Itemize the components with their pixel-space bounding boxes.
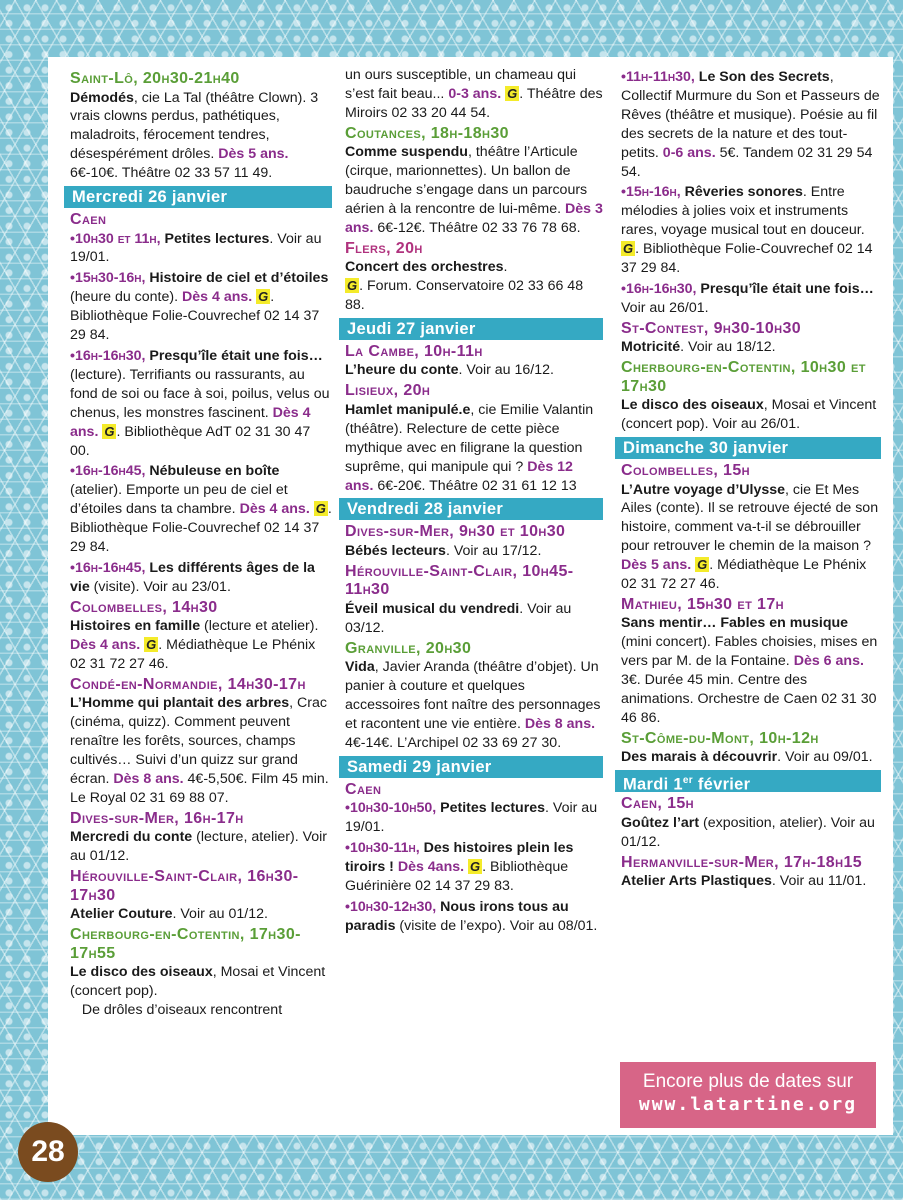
event-entry: Sans mentir… Fables en musique (mini concert). Fables choisies, mises en vers par M. de la Fontaine. Dès 6 ans. 3€. Durée 45 min. Centre des animations. Orchestre de Caen 02 31 30 46 86. — [621, 615, 878, 726]
city-heading: Colombelles, 15h — [621, 462, 750, 479]
city-heading: Dives-sur-Mer, 16h-17h — [70, 809, 244, 827]
free-badge: G — [146, 637, 157, 653]
free-badge: G — [258, 289, 269, 305]
column-3 — [621, 68, 881, 893]
city-heading: Hérouville-Saint-Clair, 10h45-11h30 — [345, 562, 574, 599]
city-heading: Mathieu, 15h30 et 17h — [621, 595, 784, 613]
free-badge: G — [697, 557, 708, 573]
city-heading: Granville, 20h30 — [345, 639, 472, 657]
free-badge: G — [507, 85, 518, 101]
city-heading: St-Contest, 9h30-10h30 — [621, 319, 802, 337]
event-entry: Atelier Arts Plastiques. Voir au 11/01. — [621, 873, 867, 890]
event-entry: Démodés, cie La Tal (théâtre Clown). 3 vrais clowns perdus, pathétiques, maladroits, férocement tendres, désespérément drôles. Dès 5 ans. 6€-10€. Théâtre 02 33 57 11 49. — [70, 89, 319, 182]
day-header-thursday: Jeudi 27 janvier — [339, 318, 603, 340]
event-entry: •16h-16h45, Les différents âges de la vie (visite). Voir au 23/01. — [70, 559, 315, 595]
day-header-friday: Vendredi 28 janvier — [339, 498, 603, 520]
event-entry: L’Autre voyage d’Ulysse, cie Et Mes Ailes (conte). Il se retrouve éjecté de son histoire, comment va-t-il se débrouiller pour retrouver le chemin de la maison ? Dès 5 ans. G . Médiathèque Le Phénix 02 31 72 27 46. — [621, 481, 879, 593]
free-badge: G — [347, 278, 358, 294]
day-header-saturday: Samedi 29 janvier — [339, 756, 603, 778]
event-entry: Vida, Javier Aranda (théâtre d’objet). Un panier à couture et quelques accessoires font naître des personnages et racontent une vie entière. Dès 8 ans. 4€-14€. L’Archipel 02 33 69 27 30. — [345, 659, 601, 751]
column-1 — [70, 68, 332, 1022]
event-entry: •10h30-12h30, Nous irons tous au paradis (visite de l’expo). Voir au 08/01. — [345, 898, 598, 934]
promo-link[interactable]: www.latartine.org — [638, 1094, 858, 1115]
event-entry: Bébés lecteurs. Voir au 17/12. — [345, 542, 542, 559]
day-header-sunday: Dimanche 30 janvier — [615, 437, 881, 459]
event-entry: •10h30 et 11h, Petites lectures. Voir au 19/01. — [70, 230, 322, 266]
event-entry: Comme suspendu, théâtre l’Articule (cirque, marionnettes). Un ballon de baudruche s’engage dans un parcours aérien à la rencontre de lui-même. Dès 3 ans. 6€-12€. Théâtre 02 33 76 78 68. — [345, 144, 603, 236]
event-entry: •11h-11h30, Le Son des Secrets, Collectif Murmure du Son et Passeurs de Rêves (théâtre et musique). Poésie au fil des secrets de la nature et des tout-petits. 0-6 ans. 5€. Tandem 02 31 29 54 54. — [621, 69, 880, 180]
city-heading: Caen — [70, 211, 107, 229]
event-entry: Atelier Couture. Voir au 01/12. — [70, 906, 268, 923]
city-heading: Hermanville-sur-Mer, 17h-18h15 — [621, 853, 863, 871]
event-entry: Éveil musical du vendredi. Voir au 03/12. — [345, 600, 572, 636]
promo-text: Encore plus de dates sur — [642, 1071, 854, 1092]
event-entry: Histoires en famille (lecture et atelier). Dès 4 ans. G . Médiathèque Le Phénix 02 31 72 27 46. — [70, 618, 319, 673]
event-entry: •16h-16h30, Presqu’île était une fois… (lecture). Terrifiants ou rassurants, au fond de soi ou face à soi, poilus, velus ou chenus, les monstres fascinent. Dès 4 ans. G . Bibliothèque AdT 02 31 30 47 00. — [70, 347, 330, 459]
column-2 — [345, 66, 603, 938]
city-heading: Condé-en-Normandie, 14h30-17h — [70, 675, 306, 693]
free-badge: G — [104, 423, 115, 439]
day-header-tuesday: Mardi 1er février — [615, 770, 881, 792]
day-header-wednesday: Mercredi 26 janvier — [64, 186, 332, 208]
event-entry: •15h-16h, Rêveries sonores. Entre mélodies à jolies voix et instruments rares, voyage musical tout en douceur. G . Bibliothèque Folie-Couvrechef 02 14 37 29 84. — [621, 184, 873, 277]
event-entry: Hamlet manipulé.e, cie Emilie Valantin (théâtre). Relecture de cette pièce mythique avec en filigrane la question suprême, qui manipule qui ? Dès 12 ans. 6€-20€. Théâtre 02 31 61 12 13 — [345, 401, 594, 494]
event-entry: Mercredi du conte (lecture, atelier). Voir au 01/12. — [70, 829, 328, 865]
city-heading: Caen, 15h — [621, 795, 695, 813]
city-heading: La Cambe, 10h-11h — [345, 342, 483, 360]
event-entry: •16h-16h30, Presqu’île était une fois… Voir au 26/01. — [621, 280, 874, 316]
event-entry: L’heure du conte. Voir au 16/12. — [345, 362, 554, 379]
event-entry: Motricité. Voir au 18/12. — [621, 339, 776, 356]
city-heading: Cherbourg-en-Cotentin, 10h30 et 17h30 — [621, 359, 866, 395]
event-entry: Goûtez l’art (exposition, atelier). Voir au 01/12. — [621, 814, 875, 850]
free-badge: G — [470, 858, 481, 874]
city-heading: Coutances, 18h-18h30 — [345, 124, 509, 142]
event-entry: Le disco des oiseaux, Mosai et Vincent (concert pop). Voir au 26/01. — [621, 397, 877, 433]
event-entry: Le disco des oiseaux, Mosai et Vincent (concert pop). De drôles d’oiseaux rencontrent — [70, 964, 326, 1018]
city-heading: St-Côme-du-Mont, 10h-12h — [621, 729, 819, 747]
city-heading: Flers, 20h — [345, 239, 423, 257]
event-entry: Des marais à découvrir. Voir au 09/01. — [621, 749, 873, 766]
event-entry: L’Homme qui plantait des arbres, Crac (cinéma, quizz). Comment peuvent renaître les forêts, sources, champs cultivés… Suivi d’un quizz sur grand écran. Dès 8 ans. 4€-5,50€. Film 45 min. Le Royal 02 31 69 88 07. — [70, 695, 329, 806]
event-entry: •10h30-11h, Des histoires plein les tiroirs ! Dès 4ans. G . Bibliothèque Guérinière 02 14 37 29 83. — [345, 839, 574, 894]
event-entry: •16h-16h45, Nébuleuse en boîte (atelier). Emporte un peu de ciel et d’étoiles dans ta chambre. Dès 4 ans. G . Bibliothèque Folie-Couvrechef 02 14 37 29 84. — [70, 463, 332, 556]
city-heading: Saint-Lô, 20h30-21h40 — [70, 70, 240, 87]
event-entry: •10h30-10h50, Petites lectures. Voir au 19/01. — [345, 800, 598, 836]
event-entry: •15h30-16h, Histoire de ciel et d’étoiles (heure du conte). Dès 4 ans. G . Bibliothèque Folie-Couvrechef 02 14 37 29 84. — [70, 270, 329, 344]
city-heading: Lisieux, 20h — [345, 382, 431, 400]
free-badge: G — [623, 241, 634, 257]
city-heading: Caen — [345, 780, 382, 798]
city-heading: Cherbourg-en-Cotentin, 17h30-17h55 — [70, 926, 301, 962]
city-heading: Hérouville-Saint-Clair, 16h30-17h30 — [70, 868, 299, 904]
city-heading: Colombelles, 14h30 — [70, 598, 218, 616]
event-entry: Concert des orchestres. G . Forum. Conservatoire 02 33 66 48 88. — [345, 259, 584, 314]
promo-banner[interactable] — [620, 1062, 876, 1128]
city-heading: Dives-sur-Mer, 9h30 et 10h30 — [345, 523, 566, 541]
free-badge: G — [315, 501, 326, 517]
event-entry: un ours susceptible, un chameau qui s’est fait beau... 0-3 ans. G . Théâtre des Miroirs 02 33 20 44 54. — [345, 67, 603, 121]
page-number-badge: 28 — [18, 1122, 78, 1182]
listing-panel — [48, 57, 893, 1135]
